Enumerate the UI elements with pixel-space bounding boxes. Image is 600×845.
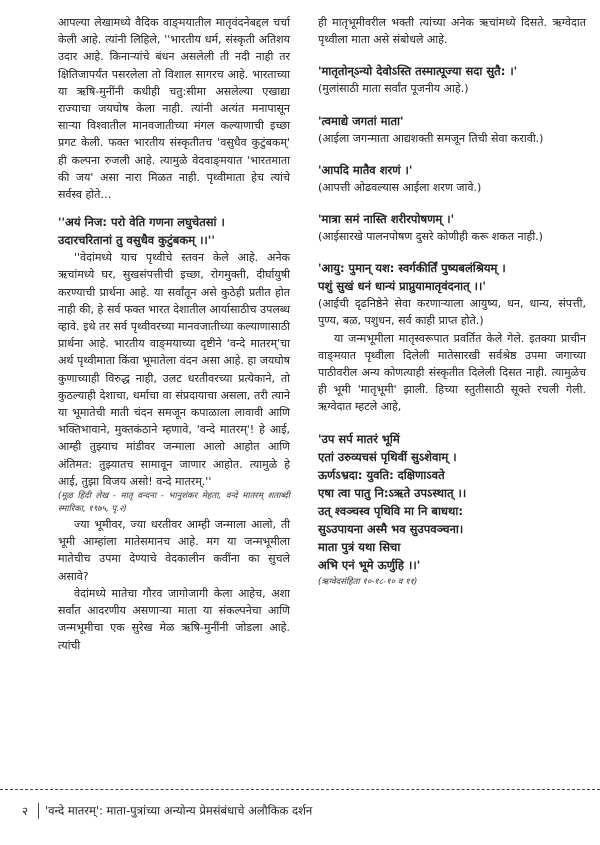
translation: (मुलांसाठी माता सर्वांत पूजनीय आहे.) [318, 82, 469, 96]
footer-divider [0, 789, 600, 790]
quote-item [318, 112, 586, 147]
verse-line: 'आपदि मातैव शरणं ।' [318, 162, 413, 177]
paragraph: ही मातृभूमीवरील भक्ती त्यांच्या अनेक ऋचांमध्ये दिसते. ऋग्वेदात पृथ्वीला माता असे संबोधले आहे. [318, 16, 586, 47]
quote-list [318, 62, 586, 245]
verse-block [318, 430, 586, 589]
running-footer-title: 'वन्दे मातरम्‌': माता-पुत्रांच्या अन्योन्य प्रेमसंबंधाचे अलौकिक दर्शन [45, 803, 313, 818]
verse-line: उत्‌ श्वञ्चस्व पृथिवि मा नि बाधथा: [318, 503, 463, 518]
paragraph: आपल्या लेखामध्ये वैदिक वाङ्‍मयातील मातृवंदनेबद्दल चर्चा केली आहे. त्यांनी लिहिले, ''भारतीय धर्म, संस्कृती अतिशय उदार आहे. किनाऱ्यांचे बंधन असलेली ती नदी नाही तर क्षितिजापर्यंत पसरलेला तो विशाल सागरच आहे. भारताच्या या ऋषि-मुनींनी कधीही चतु:सीमा असलेल्या एखाद्या राज्याचा जयघोष केला नाही. त्यांनी अत्यंत मनापासून साऱ्या विश्वातील मानवजातीच्या मंगल कल्याणाची इच्छा प्रगट केली. फक्त भारतीय संस्कृतीतच 'वसुधैव कुटुंबकम्‌' ही कल्पना रुजली आहे. त्यामुळे वेदवाङ्‍मयात 'भारतमाता की जय' असा नारा मिळत नाही. पृथ्वीमाता हेच त्यांचे सर्वस्व होते… [58, 16, 290, 202]
verse-line: एतां उरुव्यचसं पृथिवीं सुऽशेवाम्‌ । [318, 449, 457, 464]
verse-line: एषा त्वा पातु नि:ऽऋते उपऽस्थात्‌ ।। [318, 485, 467, 500]
quote-item [318, 62, 586, 97]
quote-item [318, 161, 586, 196]
reference-note: (मूळ हिंदी लेख - मातृ वन्दना - भानुशंकर मेहता, वन्दे मातरम्‌ शताब्दी स्मारिका, १९७५, पृ.२) [58, 491, 290, 515]
verse-line: 'आयु: पुमान्‌ यश: स्वर्गकीर्तिं पुष्यबलंश्रियम्‌ । [318, 261, 506, 276]
verse-line: अभि एनं भूमे ऊर्णुहि ।।' [318, 557, 421, 572]
left-column [58, 14, 290, 654]
verse-line: पशुं सुखं धनं धान्यं प्राप्नुयामातृवंदनात्‌ ।।' [318, 279, 486, 294]
paragraph: ज्या भूमीवर, ज्या धरतीवर आम्ही जन्माला आलो, ती भूमी आम्हांला मातेसमानच आहे. मग या जन्मभूमीला मातेचीच उपमा देण्याचे वेदकालीन कवींना का सुचले असावे? [58, 518, 290, 583]
footer-separator [38, 803, 39, 819]
verse-line: 'त्वमाद्ये जगतां माता' [318, 113, 404, 128]
right-column [318, 14, 586, 589]
verse-line: 'उप सर्प मातरं भूमिं [318, 431, 400, 446]
verse-line: ऊर्णऽभ्रदा: युवति: दक्षिणाऽवते [318, 467, 445, 482]
verse-block [318, 259, 586, 329]
paragraph: या जन्मभूमीला मातृस्वरूपात प्रवर्तित केले गेले. इतक्या प्राचीन वाङ्‍मयात पृथ्वीला दिलेली मातेसारखी सर्वश्रेष्ठ उपमा जगाच्या पाठीवरील अन्य कोणत्याही संस्कृतीत दिलेली दिसत नाही. त्यामुळेच ही भूमी 'मातृभूमी' झाली. हिच्या स्तुतीसाठी सूक्ते रचली गेली. ऋग्वेदात म्हटले आहे, [318, 331, 586, 414]
verse-line: सुऽउपायना अस्मै भव सुउपवञ्चना। [318, 521, 464, 536]
translation: (आईची दृढनिष्ठेने सेवा करणाऱ्याला आयुष्य, धन, धान्य, संपत्ती, पुण्य, बळ, पशुधन, सर्व काही प्राप्त होते.) [318, 297, 586, 328]
verse-line: ''अयं निज: परो वेति गणना लघुचेतसां । [58, 215, 225, 230]
translation: (आईला जगन्माता आद्यशक्ती समजून तिची सेवा करावी.) [318, 131, 544, 145]
translation: (आपत्ती ओढवल्यास आईला शरण जावे.) [318, 180, 482, 194]
verse-block [58, 213, 290, 249]
verse-line: 'मात्रा समं नास्ति शरीरपोषणम्‌ ।' [318, 212, 455, 227]
paragraph: ''वेदांमध्ये याच पृथ्वीचे स्तवन केले आहे. अनेक ऋचांमध्ये घर, सुखसंपत्तीची इच्छा, रोगमुक्ती, दीर्घायुषी करण्याची प्रार्थना आहे. या सर्वांतून असे कुठेही प्रतीत होत नाही की, हे सर्व फक्त भारत देशातील आर्यासाठीच उपलब्ध व्हावे. इथे तर सर्व पृथ्वीवरच्या मानवजातीच्या कल्याणासाठी प्रार्थना आहे. भारतीय वाङ्‍मयाच्या दृष्टीने 'वन्दे मातरम्‌'चा अर्थ पृथ्वीमाता किंवा भूमातेला वंदन असा आहे. हा जयघोष कुणाच्याही विरुद्ध नाही, उलट धरतीवरच्या प्रत्येकाने, तो कुठल्याही देशाचा, धर्माचा वा संप्रदायाचा असला, तरी त्याने या भूमातेची माती चंदन समजून कपाळाला लावावी आणि भक्तिभावाने, मुक्तकंठाने म्हणावे, 'वन्दे मातरम्‌'! हे आई, आम्ही तुझ्याच मांडीवर जन्माला आलो आहोत आणि अंतिमत: तुझ्यातच सामावून जाणार आहोत. त्यामुळे हे आई, तुझा विजय असो! वन्दे मातरम्‌.'' [58, 251, 290, 488]
paragraph: वेदांमध्ये मातेचा गौरव जागोजागी केला आहेच, अशा सर्वांत आदरणीय असणाऱ्या माता या संकल्पनेचा आणि जन्मभूमीचा एक सुरेख मेळ ऋषि-मुनींनी जोडला आहे. त्यांची [58, 586, 290, 652]
translation: (आईसारखे पालनपोषण दुसरे कोणीही करू शकत नाही.) [318, 230, 543, 244]
page-footer [22, 803, 312, 819]
reference-note: (ऋग्वेदसंहिता १०-१८-१० व ११) [318, 576, 418, 587]
verse-line: माता पुत्रं यथा सिचा [318, 539, 401, 554]
verse-line: उदारचरितानां तु वसुधैव कुटुंबकम्‌ ।।'' [58, 233, 215, 248]
quote-item [318, 210, 586, 245]
verse-line: 'मातृतोन्ऽन्यो देवोऽस्ति तस्मात्पूज्या सदा सुतै: ।' [318, 64, 518, 79]
page-number: २ [22, 803, 28, 818]
